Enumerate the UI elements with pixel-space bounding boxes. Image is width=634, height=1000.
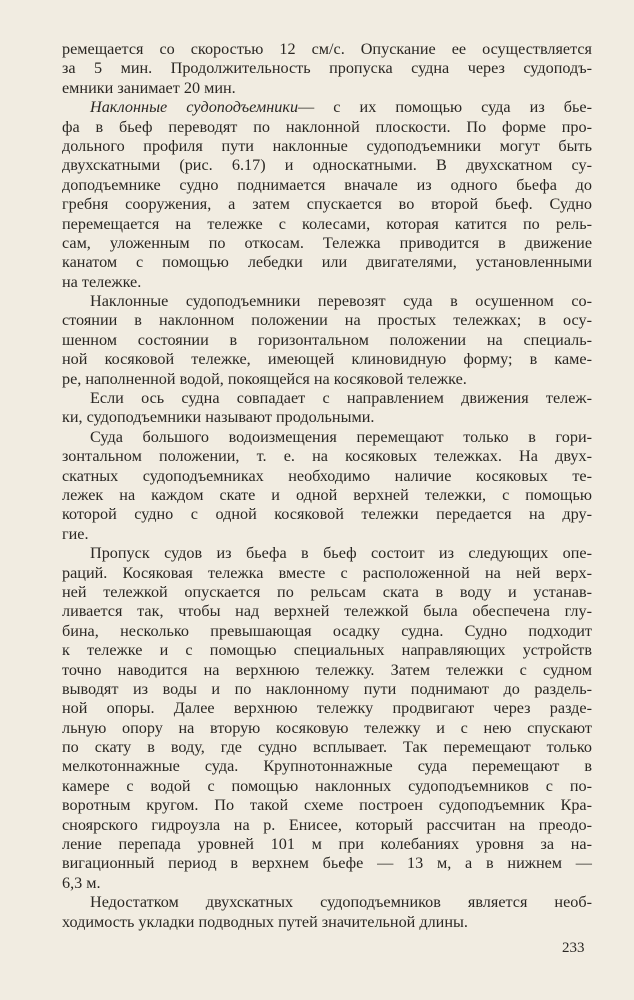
text-line: ки, судоподъемники называют продольными. — [62, 408, 375, 427]
text-line: сноярского гидроузла на р. Енисее, который рассчитан на преодо- — [62, 815, 592, 834]
text-line: льную опору на вторую косяковую тележку и с нею спускают — [62, 718, 592, 737]
text-line: вигационный период в верхнем бьефе — 13 м, а в нижнем — — [62, 854, 592, 873]
text-fragment: — с их помощью суда из бье- — [298, 98, 592, 117]
text-line: ной опоры. Далее верхнюю тележку продвигают через разде- — [62, 699, 592, 718]
text-line: емники занимает 20 мин. — [62, 78, 236, 97]
paragraph — [62, 40, 592, 98]
text-line — [62, 98, 592, 117]
text-line: гребня сооружения, а затем спускается во второй бьеф. Судно — [62, 195, 592, 214]
body-text — [62, 40, 592, 932]
text-line: точно наводится на верхнюю тележку. Затем тележки с судном — [62, 660, 592, 679]
text-line: фа в бьеф переводят по наклонной плоскости. По форме про- — [62, 117, 592, 136]
text-line: мелкотоннажные суда. Крупнотоннажные суда перемещают в — [62, 757, 592, 776]
text-line: канатом с помощью лебедки или двигателями, установленными — [62, 253, 592, 272]
text-line: стоянии в наклонном положении на простых тележках; в осу- — [62, 311, 592, 330]
text-line: перемещается на тележке с колесами, которая катится по рель- — [62, 214, 592, 233]
term: Наклонные судоподъемники — [90, 98, 299, 117]
paragraph — [62, 292, 592, 389]
text-line: которой судно с одной косяковой тележки передается на дру- — [62, 505, 592, 524]
text-line: на тележке. — [62, 272, 142, 291]
text-line: камере с водой с помощью наклонных судоподъемников с по- — [62, 776, 592, 795]
paragraph — [62, 428, 592, 544]
text-line: раций. Косяковая тележка вместе с расположенной на ней верх- — [62, 563, 592, 582]
text-line: дольного профиля пути наклонные судоподъемники могут быть — [62, 136, 592, 155]
text-line: ление перепада уровней 101 м при колебаниях уровня за на- — [62, 835, 592, 854]
text-line: Пропуск судов из бьефа в бьеф состоит из следующих опе- — [90, 544, 592, 563]
text-line: Суда большого водоизмещения перемещают только в гори- — [90, 427, 592, 446]
paragraph — [62, 544, 592, 893]
text-line: Недостатком двухскатных судоподъемников является необ- — [90, 893, 592, 912]
text-line: за 5 мин. Продолжительность пропуска судна через судоподъ- — [62, 59, 592, 78]
text-line: гие. — [62, 524, 89, 543]
text-line: доподъемнике судно поднимается вначале из одного бьефа до — [62, 175, 592, 194]
text-line: двухскатными (рис. 6.17) и односкатными. В двухскатном су- — [62, 156, 592, 175]
text-line: 6,3 м. — [62, 873, 101, 892]
text-line: ливается так, чтобы над верхней тележкой была обеспечена глу- — [62, 602, 592, 621]
paragraph — [62, 389, 592, 428]
page-number: 233 — [562, 940, 585, 956]
text-line: по скату в воду, где судно всплывает. Так перемещают только — [62, 738, 592, 757]
paragraph — [62, 893, 592, 932]
text-line: Наклонные судоподъемники перевозят суда в осушенном со- — [90, 292, 592, 311]
text-line: ре, наполненной водой, покоящейся на косяковой тележке. — [62, 369, 467, 388]
text-line: лежек на каждом скате и одной верхней тележки, с помощью — [62, 485, 592, 504]
text-line: Если ось судна совпадает с направлением движения тележ- — [90, 389, 592, 408]
text-line: воротным кругом. По такой схеме построен судоподъемник Кра- — [62, 796, 592, 815]
text-line: скатных судоподъемниках необходимо наличие косяковых те- — [62, 466, 592, 485]
text-line: ходимость укладки подводных путей значительной длины. — [62, 912, 468, 931]
text-line: ней тележкой опускается по рельсам ската в воду и устанав- — [62, 582, 592, 601]
text-line: сам, уложенным по откосам. Тележка приводится в движение — [62, 233, 592, 252]
paragraph — [62, 98, 592, 292]
text-line: шенном состоянии в горизонтальном положении на специаль- — [62, 330, 592, 349]
text-line: бина, несколько превышающая осадку судна. Судно подходит — [62, 621, 592, 640]
text-line: зонтальном положении, т. е. на косяковых тележках. На двух- — [62, 447, 592, 466]
text-line: к тележке и с помощью специальных направляющих устройств — [62, 641, 592, 660]
text-line: ной косяковой тележке, имеющей клиновидную форму; в каме- — [62, 350, 592, 369]
text-line: выводят из воды и по наклонному пути поднимают до раздель- — [62, 679, 592, 698]
text-line: ремещается со скоростью 12 см/с. Опускание ее осуществляется — [62, 40, 592, 58]
